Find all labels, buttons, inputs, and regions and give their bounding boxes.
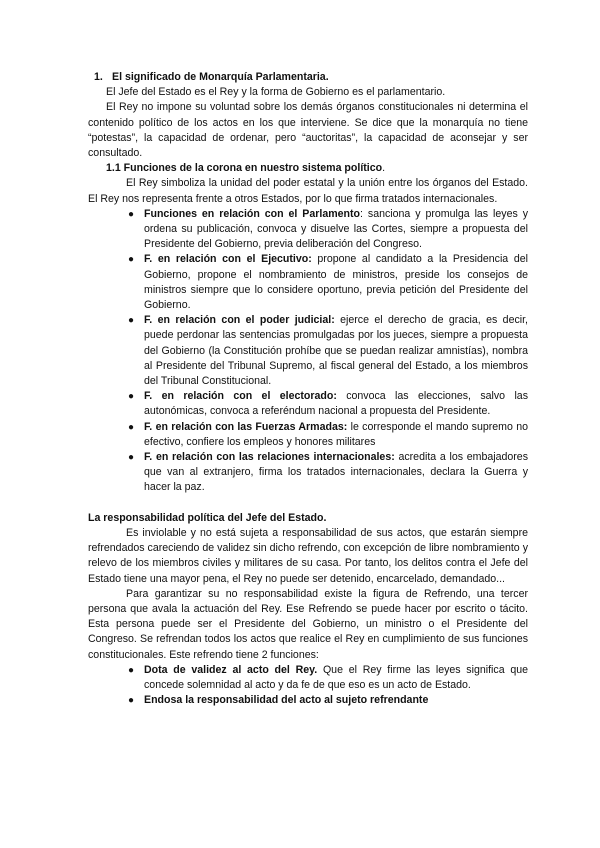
- paragraph: Es inviolable y no está sujeta a responsabilidad de sus actos, que estarán siempre refrendados careciendo de validez sin dicho refrendo, con excepción de libre nombramiento y relevo de los miembros civiles y militares de su casa. Por tanto, los delitos contra el Jefe del Estado tiene una mayor pena, el Rey no puede ser detenido, encarcelado, demandado...: [88, 526, 528, 585]
- bullet-icon: ●: [128, 452, 135, 464]
- spacer: [88, 496, 528, 511]
- list-item: ● F. en relación con las relaciones internacionales: acredita a los embajadores que van al extranjero, firma los tratados internacionales, declara la Guerra y hacer la paz.: [128, 451, 528, 494]
- bullet-icon: ●: [128, 664, 135, 676]
- bullet-icon: ●: [128, 254, 135, 266]
- bullet-icon: ●: [128, 695, 135, 707]
- list-item: ● Endosa la responsabilidad del acto al sujeto refrendante: [88, 693, 528, 708]
- paragraph: El Rey simboliza la unidad del poder estatal y la unión entre los órganos del Estado. El Rey nos representa frente a otros Estados, por lo que firma tratados internacionales.: [88, 177, 528, 205]
- list-item: ● F. en relación con el Ejecutivo: propone al candidato a la Presidencia del Gobierno, propone el nombramiento de ministros, preside los consejos de ministros siempre que lo considere oportuno, previa petición del Presidente del Gobierno.: [128, 253, 528, 312]
- section-title: El significado de Monarquía Parlamentaria.: [112, 71, 329, 83]
- paragraph: Para garantizar su no responsabilidad existe la figura de Refrendo, una tercer persona que avala la actuación del Rey. Ese Refrendo se puede hacer por escrito o tácito. Esta persona puede ser el Presidente del Gobierno, un ministro o el Presidente del Congreso. Se refrendan todos los actos que realice el Rey en cumplimiento de sus funciones constitucionales. Este refrendo tiene 2 funciones:: [88, 587, 528, 661]
- paragraph: El Rey no impone su voluntad sobre los demás órganos constitucionales ni determina el contenido político de los actos en los que interviene. Se dice que la monarquía no tiene “potestas”, la capacidad de ordenar, pero “auctoritas”, la capacidad de aconsejar y ser consultado.: [88, 101, 528, 160]
- list-item: ● F. en relación con el poder judicial: ejerce el derecho de gracia, es decir, puede perdonar las sentencias promulgadas por los jueces, siempre a propuesta del Gobierno (la Constitución prohíbe que se puedan realizar amnistías), nombra al Presidente del Tribunal Supremo, al fiscal general del Estado, a los miembros del Tribunal Constitucional.: [128, 314, 529, 388]
- bullet-icon: ●: [128, 421, 135, 433]
- paragraph: El Jefe del Estado es el Rey y la forma de Gobierno es el parlamentario.: [106, 86, 446, 99]
- subsection-heading: 1.1 Funciones de la corona en nuestro sistema político.: [106, 162, 386, 175]
- list-item: ● F. en relación con el electorado: convoca las elecciones, salvo las autonómicas, convoca a referéndum nacional a propuesta del Presidente.: [128, 390, 528, 418]
- section-1-heading: [88, 70, 528, 85]
- section-2-heading: La responsabilidad política del Jefe del Estado.: [88, 511, 327, 524]
- document-page: [88, 70, 528, 708]
- bullet-icon: ●: [128, 391, 135, 403]
- list-item: ● F. en relación con las Fuerzas Armadas: le corresponde el mando supremo no efectivo, confiere los empleos y honores militares: [128, 420, 528, 448]
- functions-list: [88, 207, 528, 496]
- list-item: ● Funciones en relación con el Parlamento: sanciona y promulga las leyes y ordena su publicación, convoca y disuelve las Cortes, siempre a propuesta del Presidente del Gobierno, previa deliberación del Congreso.: [128, 207, 529, 251]
- bullet-icon: ●: [128, 315, 135, 327]
- list-item: ● Dota de validez al acto del Rey. Que el Rey firme las leyes significa que concede solemnidad al acto y da fe de que eso es un acto de Estado.: [128, 663, 528, 691]
- bullet-icon: ●: [128, 208, 135, 220]
- section-number: 1.: [94, 71, 103, 83]
- refrendo-functions-list: [88, 663, 528, 709]
